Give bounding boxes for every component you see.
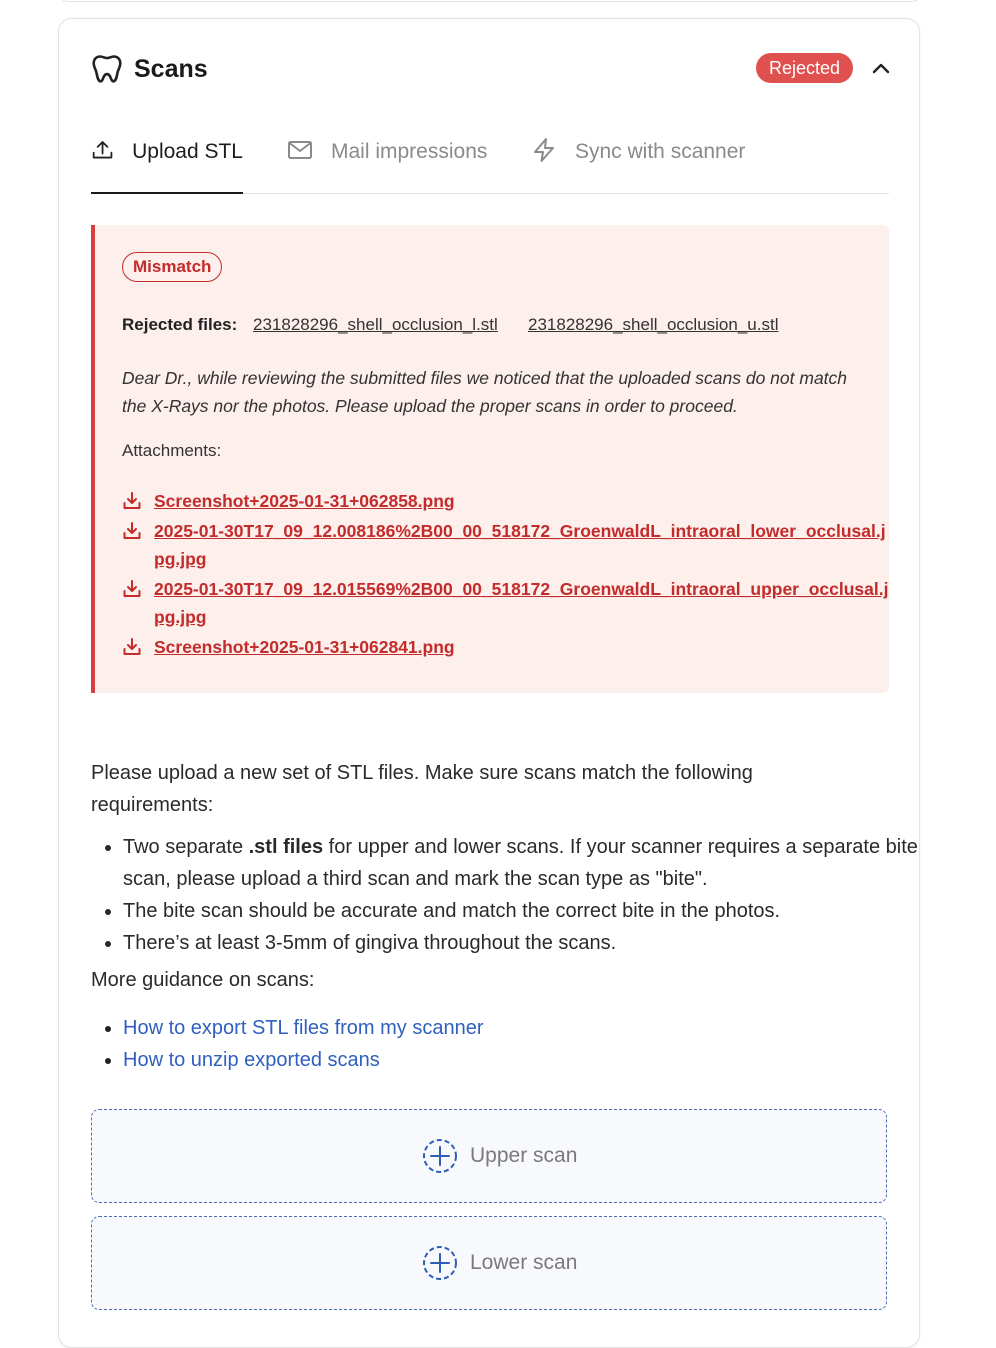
download-icon	[122, 579, 142, 599]
tab-label: Upload STL	[132, 140, 243, 163]
attachment-item[interactable]	[122, 487, 892, 515]
list-item	[123, 1012, 883, 1044]
tab-mail-impressions[interactable]	[287, 131, 487, 193]
mismatch-tag: Mismatch	[122, 252, 222, 282]
tab-sync-with-scanner[interactable]	[531, 131, 745, 193]
status-badge: Rejected	[756, 53, 853, 83]
list-item: • There’s at least 3-5mm of gingiva throughout the scans.	[123, 927, 923, 959]
rejected-file-link[interactable]: 231828296_shell_occlusion_u.stl	[528, 315, 779, 334]
tab-label: Sync with scanner	[575, 140, 746, 163]
upload-instructions: Please upload a new set of STL files. Make sure scans match the following requirements:	[91, 762, 753, 816]
guidance-label: More guidance on scans:	[91, 969, 315, 991]
upper-scan-dropzone[interactable]	[91, 1109, 887, 1203]
plus-circle-icon	[422, 1245, 458, 1281]
list-item: • The bite scan should be accurate and match the correct bite in the photos.	[123, 895, 923, 927]
tab-label: Mail impressions	[331, 140, 488, 163]
attachment-link[interactable]: Screenshot+2025-01-31+062841.png	[154, 637, 455, 657]
rejection-alert	[91, 225, 889, 693]
attachments-label: Attachments:	[122, 441, 222, 460]
tab-upload-stl[interactable]	[91, 131, 243, 193]
unzip-scans-guide-link[interactable]: How to unzip exported scans	[123, 1049, 380, 1071]
rejected-file-link[interactable]: 231828296_shell_occlusion_l.stl	[253, 315, 498, 334]
card-title: Scans	[134, 55, 208, 83]
lower-scan-dropzone[interactable]	[91, 1216, 887, 1310]
attachment-link[interactable]: Screenshot+2025-01-31+062858.png	[154, 491, 455, 511]
guidance-links	[91, 1012, 883, 1076]
download-icon	[122, 637, 142, 657]
upload-icon	[91, 137, 114, 163]
export-stl-guide-link[interactable]: How to export STL files from my scanner	[123, 1017, 484, 1039]
attachment-item[interactable]	[122, 517, 892, 573]
stl-files-emphasis: .stl files	[248, 836, 324, 858]
list-item: • Two separate .stl files for upper and lower scans. If your scanner requires a separate bite scan, please upload a third scan and mark the scan type as "bite".	[123, 831, 923, 895]
lightning-icon	[531, 137, 557, 163]
plus-circle-icon	[422, 1138, 458, 1174]
download-icon	[122, 521, 142, 541]
attachment-item[interactable]	[122, 575, 892, 631]
download-icon	[122, 491, 142, 511]
dropzone-label: Lower scan	[470, 1251, 578, 1274]
tab-bar	[91, 131, 889, 194]
tooth-icon	[91, 53, 123, 85]
chevron-up-icon[interactable]	[869, 57, 893, 81]
card-header	[91, 49, 891, 93]
rejected-files-label: Rejected files:	[122, 315, 238, 334]
attachments-list	[122, 487, 892, 663]
scans-card	[58, 18, 920, 1348]
previous-card	[58, 0, 922, 2]
rejection-note: Dear Dr., while reviewing the submitted files we noticed that the uploaded scans do not match the X-Rays nor the photos. Please upload the proper scans in order to proceed.	[122, 368, 848, 416]
dropzone-label: Upper scan	[470, 1144, 578, 1167]
attachment-item[interactable]	[122, 633, 892, 661]
list-item	[123, 1044, 883, 1076]
attachment-link[interactable]: 2025-01-30T17_09_12.015569%2B00_00_518172_GroenwaldL_intraoral_upper_occlusal.jpg.jpg	[154, 579, 889, 627]
attachment-link[interactable]: 2025-01-30T17_09_12.008186%2B00_00_518172_GroenwaldL_intraoral_lower_occlusal.jpg.jpg	[154, 521, 886, 569]
mail-icon	[287, 137, 313, 163]
requirements-list	[91, 831, 923, 959]
